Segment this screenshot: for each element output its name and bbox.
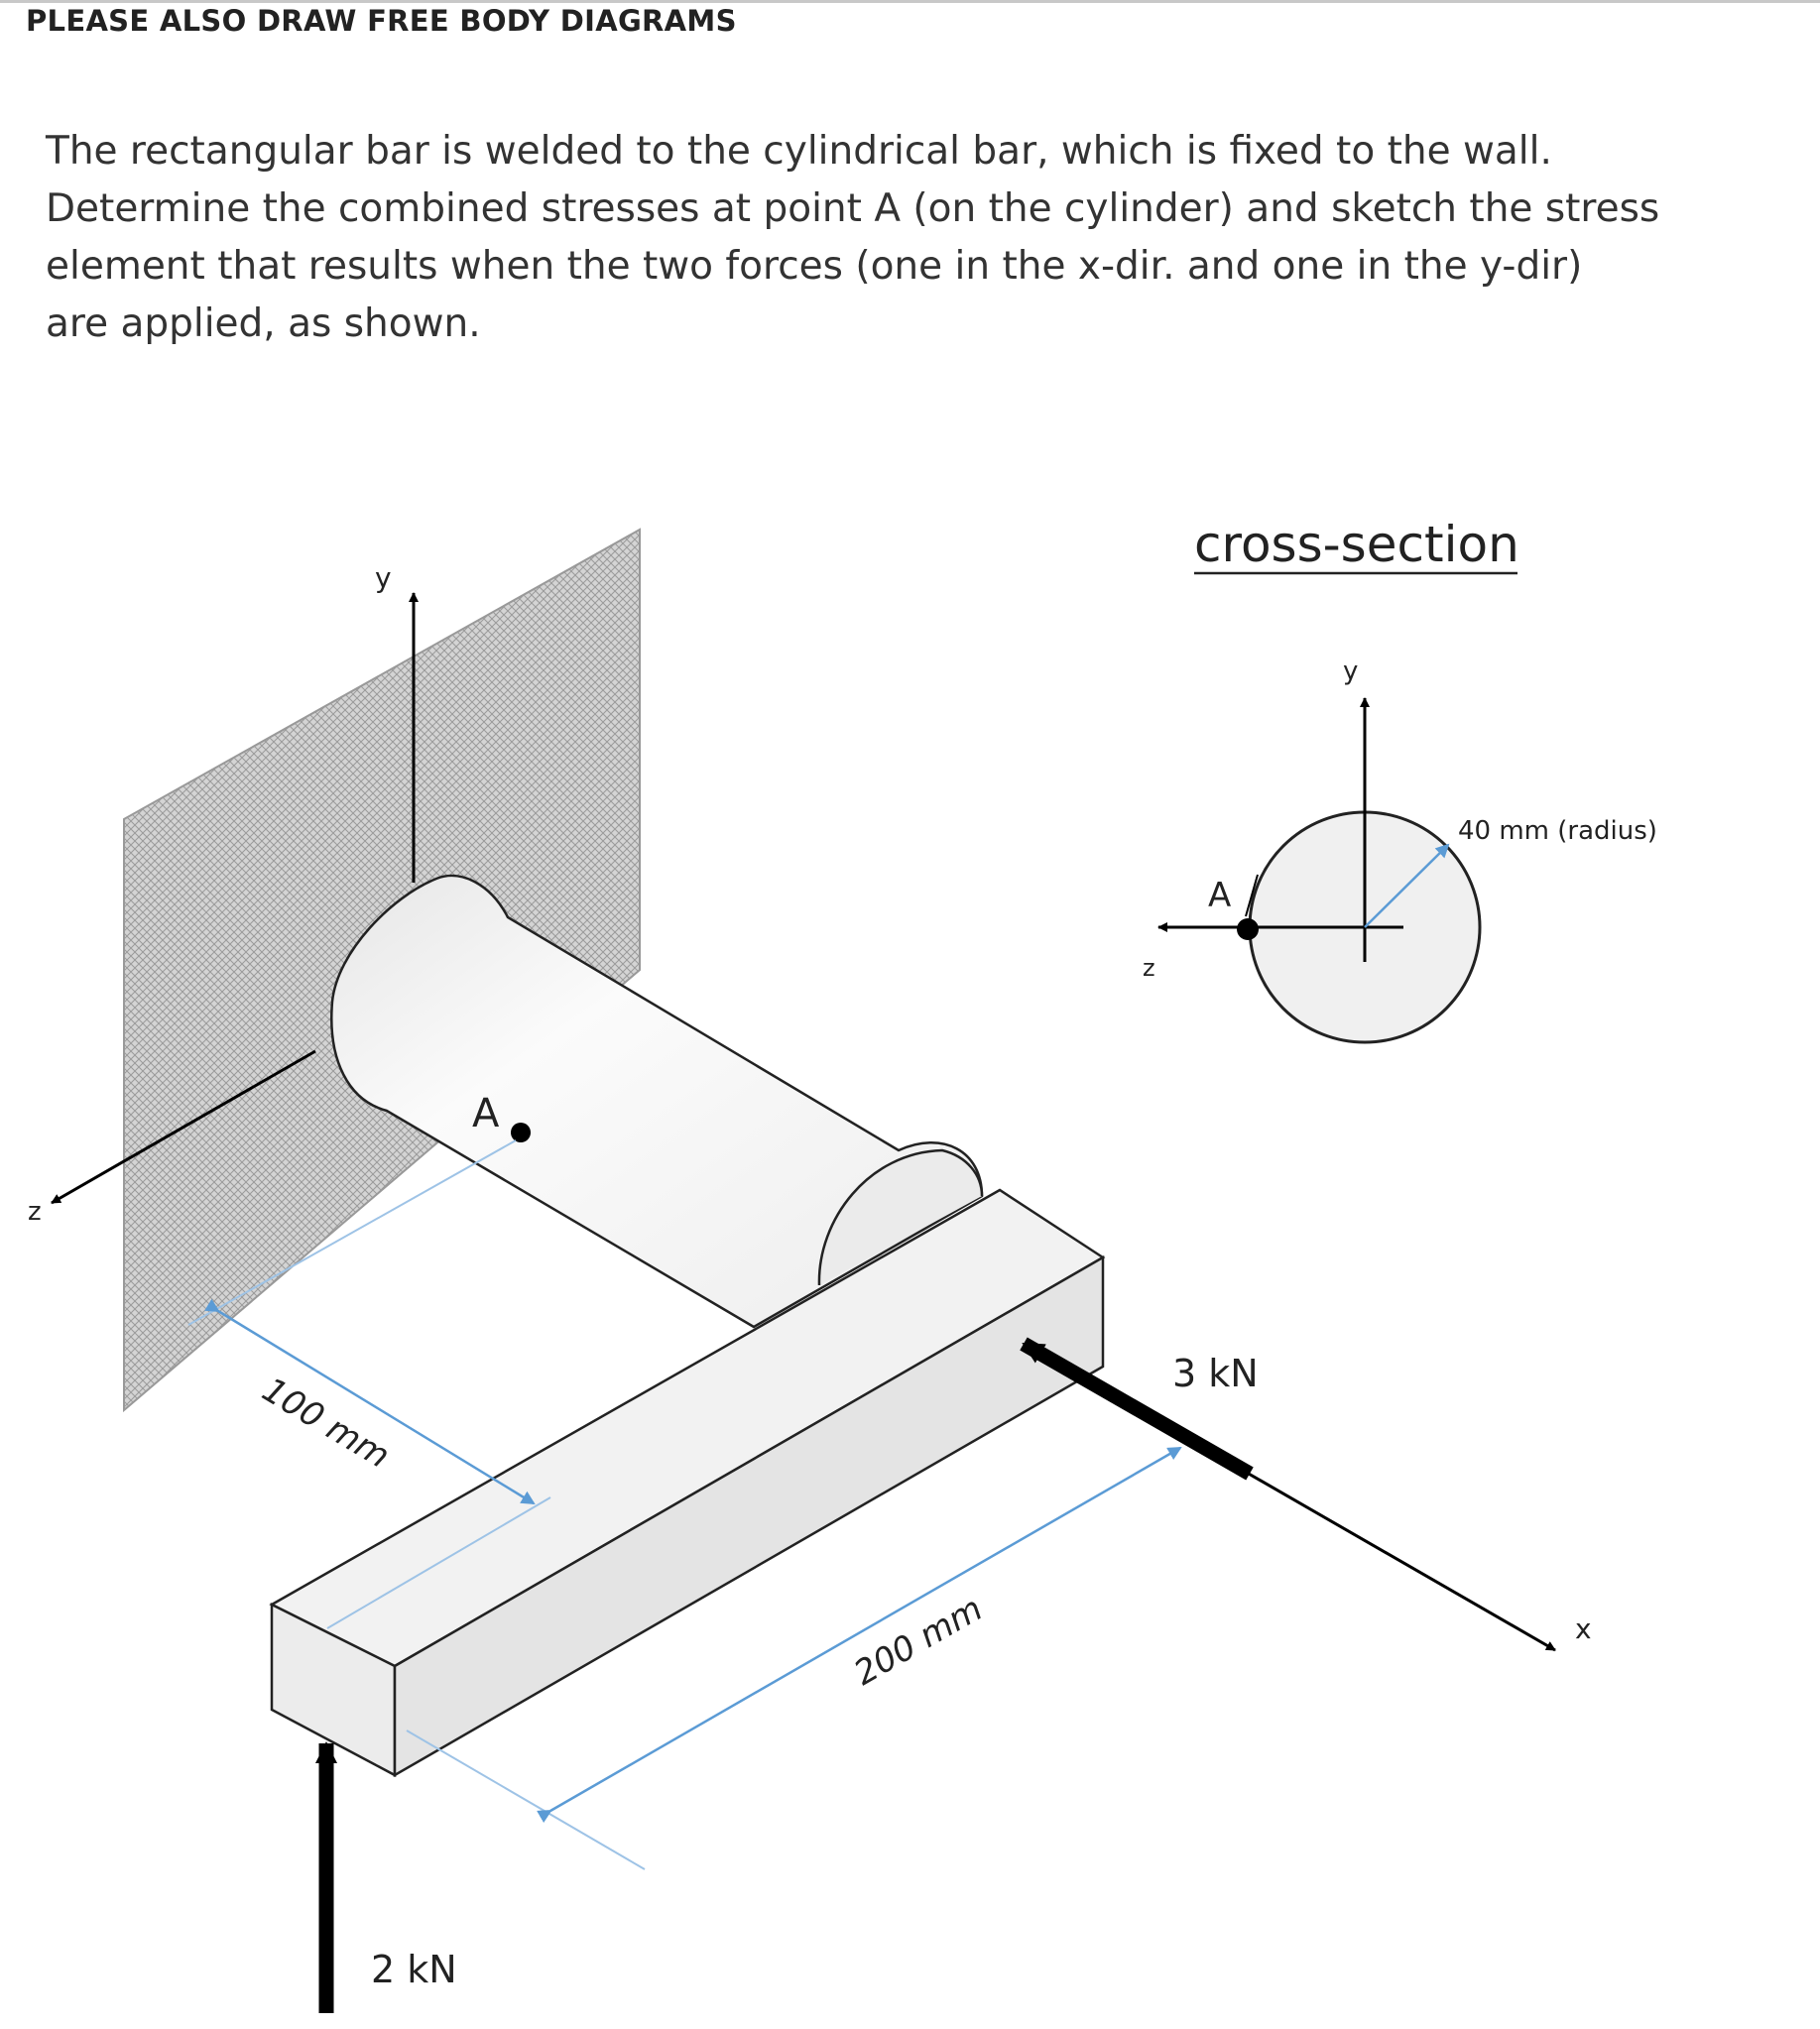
z-axis-label: z: [28, 1197, 42, 1227]
force-2kn-label: 2 kN: [371, 1948, 457, 1991]
point-a-marker: [511, 1123, 531, 1142]
point-a-label: A: [472, 1091, 500, 1136]
cross-section-point-a: [1237, 918, 1259, 940]
x-axis-line: [1235, 1466, 1555, 1650]
y-axis-label: y: [375, 561, 392, 594]
cross-section-point-a-label: A: [1208, 876, 1232, 915]
problem-line-2: Determine the combined stresses at point A (on the cylinder) and sketch the stress: [46, 186, 1660, 231]
x-axis-label: x: [1575, 1612, 1592, 1645]
problem-line-3: element that results when the two forces (one in the x-dir. and one in the y-dir): [46, 244, 1583, 289]
force-3kn-label: 3 kN: [1172, 1352, 1259, 1395]
dim-100-label: 100 mm: [255, 1370, 397, 1477]
problem-line-4: are applied, as shown.: [46, 301, 481, 346]
cross-section-radius-label: 40 mm (radius): [1458, 816, 1657, 846]
cross-section-y-label: y: [1343, 656, 1359, 686]
dim-200-label: 200 mm: [847, 1589, 990, 1694]
dim-200-extension-1: [407, 1731, 645, 1869]
problem-line-1: The rectangular bar is welded to the cylindrical bar, which is fixed to the wall.: [46, 129, 1552, 174]
cross-section-title: cross-section: [1194, 516, 1519, 573]
cross-section-z-label: z: [1143, 954, 1155, 982]
page-header: PLEASE ALSO DRAW FREE BODY DIAGRAMS: [26, 4, 737, 38]
